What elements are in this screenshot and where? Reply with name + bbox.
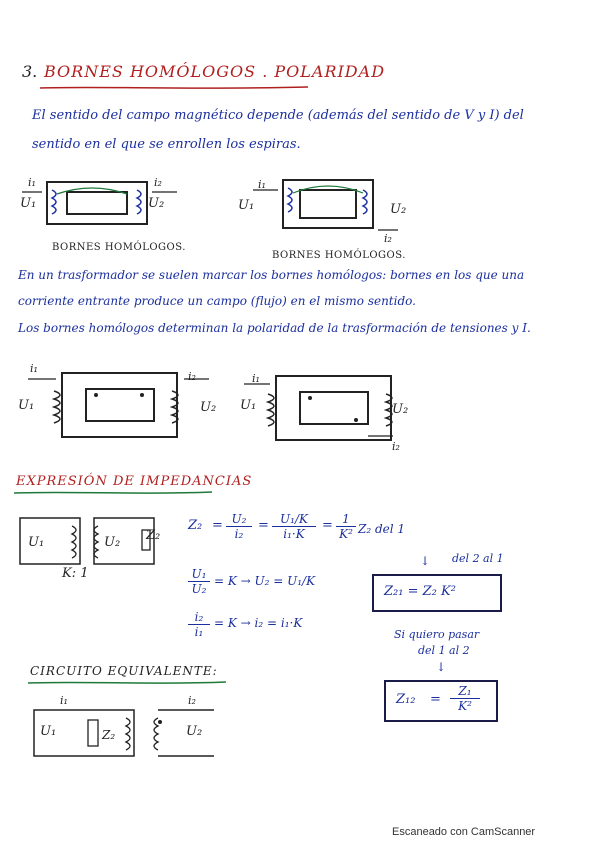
fig1-left-i2: i₂ xyxy=(154,176,162,189)
intro-line-2: sentido en el que se enrollen los espiras. xyxy=(32,137,301,152)
fig2-right-u2: U₂ xyxy=(392,402,409,417)
fig2-right-u1: U₁ xyxy=(240,398,257,413)
fig1-left-caption: BORNES HOMÓLOGOS. xyxy=(52,242,186,253)
equivalent-z2: Z₂ xyxy=(102,728,116,742)
eq1-frac1 xyxy=(226,512,252,541)
equivalent-heading: CIRCUITO EQUIVALENTE: xyxy=(30,664,218,678)
eq3-frac-den: i₁ xyxy=(188,624,210,639)
equivalent-u1: U₁ xyxy=(40,724,57,739)
result-box-z12-den: K² xyxy=(450,698,480,713)
intro-line-1: El sentido del campo magnético depende (además del sentido de V y I) del xyxy=(32,108,524,123)
result-box-z21 xyxy=(372,574,502,612)
fig2-left-u1: U₁ xyxy=(18,398,35,413)
equivalent-i1: i₁ xyxy=(60,694,68,707)
result-box-z12 xyxy=(384,680,498,722)
transformer-ratio: K: 1 xyxy=(62,566,89,581)
fig1-right-caption: BORNES HOMÓLOGOS. xyxy=(272,250,406,261)
note-del-1-al-2: del 1 al 2 xyxy=(418,644,470,657)
result-box-z12-frac xyxy=(450,684,480,713)
fig2-right-i2: i₂ xyxy=(392,440,400,453)
impedance-heading: EXPRESIÓN DE IMPEDANCIAS xyxy=(16,474,253,489)
eq3-rest: = K → i₂ = i₁·K xyxy=(214,616,303,630)
section-title: BORNES HOMÓLOGOS . POLARIDAD xyxy=(44,62,386,81)
eq1-equals-3: = xyxy=(322,518,333,533)
eq2-rest: = K → U₂ = U₁/K xyxy=(214,574,316,588)
fig1-right-u2: U₂ xyxy=(390,202,407,217)
impedance-u1: U₁ xyxy=(28,535,45,550)
title-underline xyxy=(40,84,310,92)
fig1-right-u1: U₁ xyxy=(238,198,255,213)
equivalent-i2: i₂ xyxy=(188,694,196,707)
eq2-frac-den: U₂ xyxy=(188,581,210,596)
equivalent-u2: U₂ xyxy=(186,724,203,739)
eq2-frac-num: U₁ xyxy=(191,567,207,581)
eq1-equals-2: = xyxy=(258,518,269,533)
down-arrow-icon: ↓ xyxy=(420,554,431,568)
result-box-z12-equals: = xyxy=(430,692,441,707)
fig1-right-i2: i₂ xyxy=(384,232,392,245)
fig2-left-u2: U₂ xyxy=(200,400,217,415)
section-number: 3. xyxy=(22,62,38,81)
eq1-frac1-den: i₂ xyxy=(226,526,252,541)
eq1-frac3-den: K² xyxy=(336,526,356,541)
fig1-left-i1: i₁ xyxy=(28,176,36,189)
fig1-left-u2: U₂ xyxy=(148,196,165,211)
eq1-tail: Z₂ del 1 xyxy=(358,522,406,536)
eq1-frac3 xyxy=(336,512,356,541)
down-arrow-icon-2: ↓ xyxy=(436,660,447,674)
result-box-z12-num: Z₁ xyxy=(458,684,472,698)
para-line-3: Los bornes homólogos determinan la polaridad de la trasformación de tensiones y I. xyxy=(18,321,531,335)
result-box-z12-left: Z₁₂ xyxy=(396,692,416,707)
eq1-frac3-num: 1 xyxy=(342,512,350,526)
equivalent-heading-underline xyxy=(28,680,228,686)
note-del-2-al-1: del 2 al 1 xyxy=(452,552,504,565)
eq3-frac xyxy=(188,610,210,639)
eq1-equals: = xyxy=(212,518,223,533)
eq1-frac2-num: U₁/K xyxy=(280,512,308,526)
para-line-1: En un trasformador se suelen marcar los bornes homólogos: bornes en los que una xyxy=(18,268,525,282)
transformer-sketch-left xyxy=(12,172,192,242)
eq1-frac2 xyxy=(272,512,316,541)
eq1-frac2-den: i₁·K xyxy=(272,526,316,541)
fig1-left-u1: U₁ xyxy=(20,196,37,211)
eq1-lhs: Z₂ xyxy=(188,518,203,533)
transformer-polarity-left xyxy=(14,365,217,445)
fig2-left-i2: i₂ xyxy=(188,370,196,383)
result-box-z21-text: Z₂₁ = Z₂ K² xyxy=(384,584,456,599)
scanner-watermark: Escaneado con CamScanner xyxy=(392,826,536,838)
note-si-quiero-pasar: Si quiero pasar xyxy=(394,628,480,641)
fig2-left-i1: i₁ xyxy=(30,362,38,375)
eq1-frac1-num: U₂ xyxy=(231,512,247,526)
eq2-frac xyxy=(188,567,210,596)
impedance-u2: U₂ xyxy=(104,535,121,550)
eq3-frac-num: i₂ xyxy=(194,610,204,624)
impedance-z2-label: Z₂ xyxy=(146,528,161,543)
impedance-heading-underline xyxy=(14,490,214,496)
para-line-2: corriente entrante produce un campo (flujo) en el mismo sentido. xyxy=(18,294,416,308)
fig2-right-i1: i₁ xyxy=(252,372,260,385)
fig1-right-i1: i₁ xyxy=(258,178,266,191)
